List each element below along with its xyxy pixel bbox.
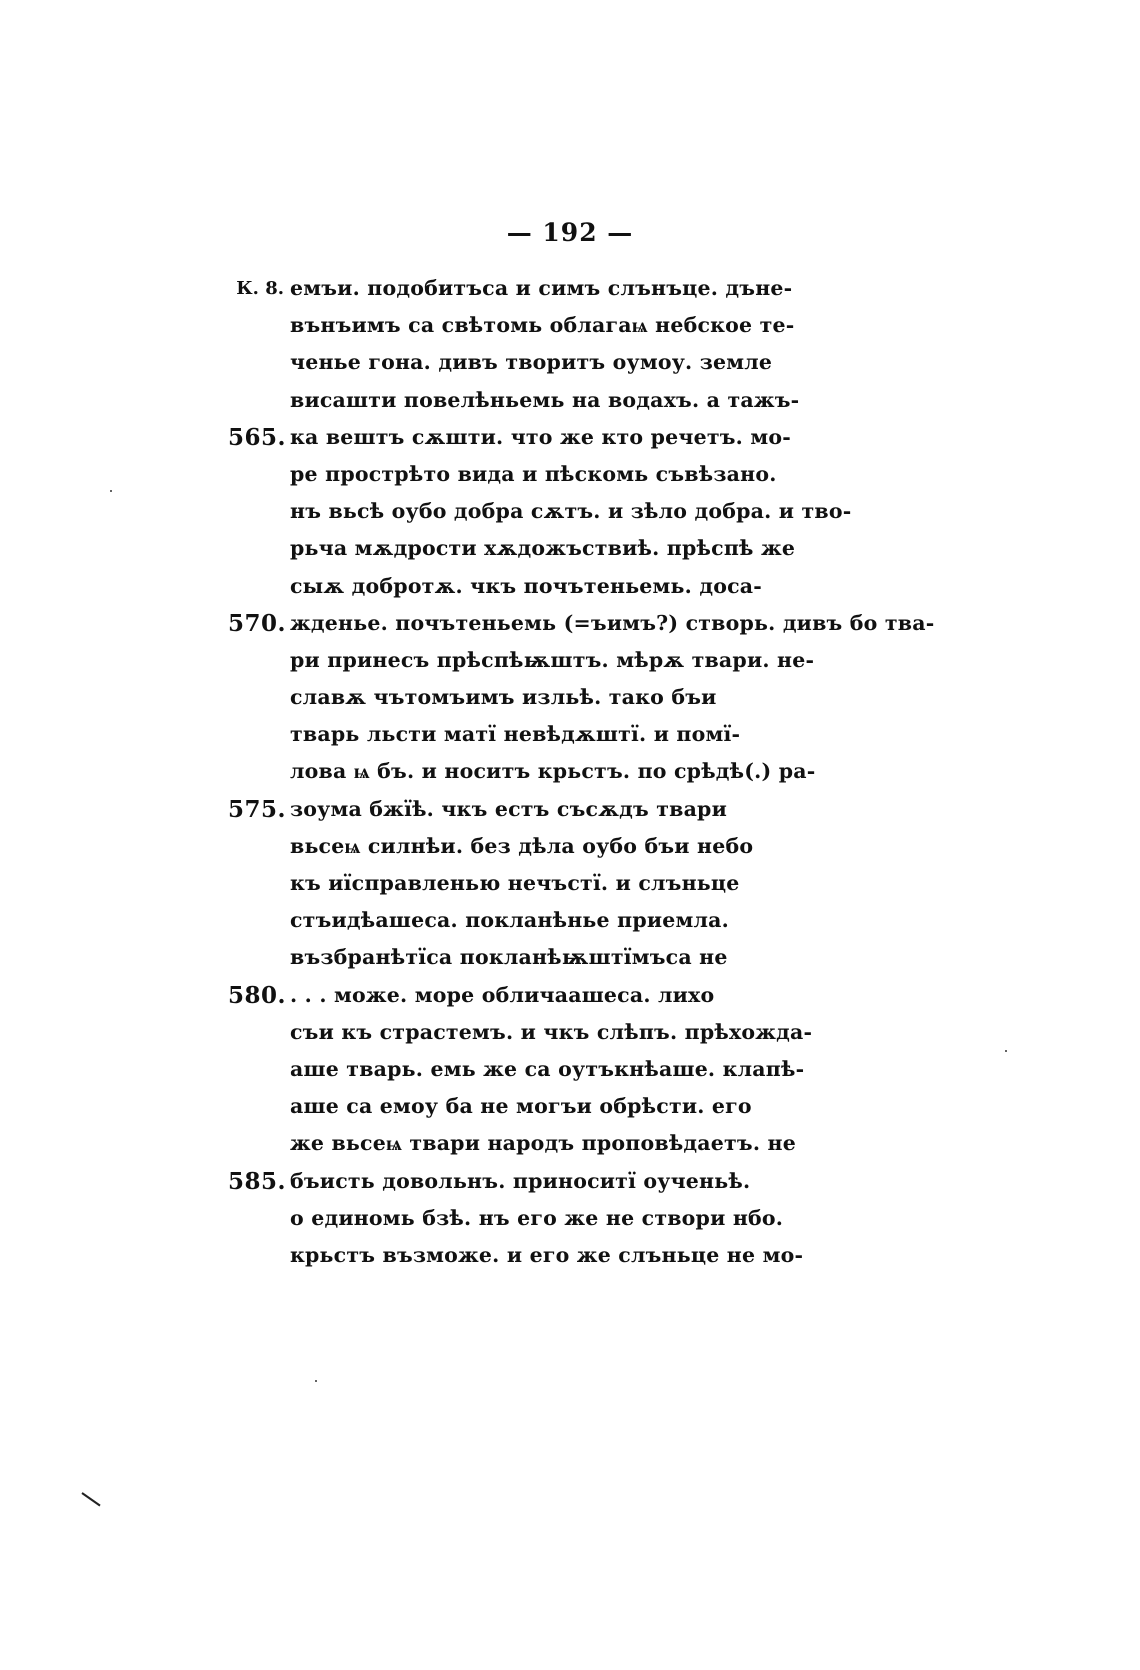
line-text: аше са емоу ба не могъи обрѣсти. его bbox=[290, 1094, 752, 1119]
line-text: нъ вьсѣ оубо добра сѫтъ. и зѣло добра. и тво- bbox=[290, 499, 852, 524]
text-line bbox=[290, 344, 950, 381]
text-line bbox=[290, 1014, 950, 1051]
text-line bbox=[290, 568, 950, 605]
text-line bbox=[290, 1088, 950, 1125]
text-line bbox=[290, 642, 950, 679]
text-line bbox=[227, 1163, 950, 1200]
line-text: ре прострѣто вида и пѣскомь съвѣзано. bbox=[290, 461, 777, 486]
text-line bbox=[290, 1237, 950, 1274]
text-line bbox=[227, 419, 950, 456]
section-marker: К. 8. bbox=[236, 278, 284, 299]
line-number: 565. bbox=[227, 423, 286, 451]
text-line bbox=[290, 456, 950, 493]
line-text: ка вештъ сѫшти. что же кто речетъ. мо- bbox=[290, 424, 791, 449]
line-text: вьсеѩ силнѣи. без дѣла оубо бъи небо bbox=[290, 833, 754, 858]
line-text: тварь льсти матї невѣдѫштї. и помї- bbox=[290, 722, 741, 747]
text-line bbox=[290, 865, 950, 902]
line-text: славѫ чътомъимъ изльѣ. тако бъи bbox=[290, 685, 717, 710]
line-text: жденье. почътеньемь (=ъимъ?) створь. дивъ бо тва- bbox=[290, 610, 935, 635]
line-text: бъисть довольнъ. приноситї оученьѣ. bbox=[290, 1168, 751, 1193]
line-text: сыѫ добротѫ. чкъ почътеньемь. доса- bbox=[290, 573, 762, 598]
text-line bbox=[290, 828, 950, 865]
scan-mark bbox=[81, 1492, 100, 1506]
line-text: къ иїсправленью нечъстї. и слъньце bbox=[290, 871, 740, 895]
line-text: аше тварь. емь же са оутъкнѣаше. клапѣ- bbox=[290, 1056, 805, 1081]
line-number: 575. bbox=[227, 795, 286, 823]
line-text: . . . може. море обличаашеса. лихо bbox=[290, 982, 715, 1007]
text-line bbox=[290, 493, 950, 530]
line-text: рьча мѫдрости хѫдожъствиѣ. прѣспѣ же bbox=[290, 536, 796, 561]
text-line bbox=[290, 530, 950, 567]
line-number: 570. bbox=[227, 609, 286, 637]
text-line bbox=[290, 716, 950, 753]
text-line bbox=[290, 753, 950, 790]
text-line bbox=[236, 270, 950, 307]
line-text: стъидѣашеса. покланѣнье приемла. bbox=[290, 908, 729, 933]
scan-speck bbox=[110, 490, 112, 492]
line-text: висашти повелѣньемь на водахъ. а тажъ- bbox=[290, 387, 800, 412]
line-number: 580. bbox=[227, 981, 286, 1009]
line-text: крьстъ възможе. и его же слъньце не мо- bbox=[290, 1242, 804, 1267]
scan-speck bbox=[1005, 1050, 1007, 1052]
text-line bbox=[290, 902, 950, 939]
text-line bbox=[290, 382, 950, 419]
line-text: о единомь бзѣ. нъ его же не створи нбо. bbox=[290, 1205, 784, 1230]
page-number: — 192 — bbox=[506, 218, 634, 247]
scan-speck bbox=[315, 1380, 317, 1382]
text-line bbox=[227, 791, 950, 828]
text-line bbox=[227, 977, 950, 1014]
text-line bbox=[290, 1125, 950, 1162]
line-text: вънъимъ са свѣтомь облагаѩ небское те- bbox=[290, 313, 795, 338]
text-line bbox=[290, 307, 950, 344]
text-line bbox=[290, 679, 950, 716]
text-block bbox=[227, 270, 950, 1274]
line-text: възбранѣтїса покланѣѭштїмъса не bbox=[290, 945, 728, 970]
text-line bbox=[290, 939, 950, 976]
line-text: же вьсеѩ твари народъ проповѣдаетъ. не bbox=[290, 1131, 796, 1156]
text-line bbox=[227, 605, 950, 642]
line-text: ченье гона. дивъ творитъ оумоу. земле bbox=[290, 350, 773, 375]
line-number: 585. bbox=[227, 1167, 286, 1195]
text-line bbox=[290, 1051, 950, 1088]
line-text: лова ѩ бъ. и носитъ крьстъ. по срѣдѣ(.) ра- bbox=[290, 759, 816, 784]
line-text: емъи. подобитъса и симъ слънъце. дъне- bbox=[290, 276, 793, 300]
text-line bbox=[290, 1200, 950, 1237]
line-text: ри принесъ прѣспѣѭштъ. мѣрѫ твари. не- bbox=[290, 647, 815, 672]
line-text: зоума бжїѣ. чкъ естъ съсѫдъ твари bbox=[290, 796, 727, 821]
line-text: съи къ страстемъ. и чкъ слѣпъ. прѣхожда- bbox=[290, 1019, 813, 1044]
